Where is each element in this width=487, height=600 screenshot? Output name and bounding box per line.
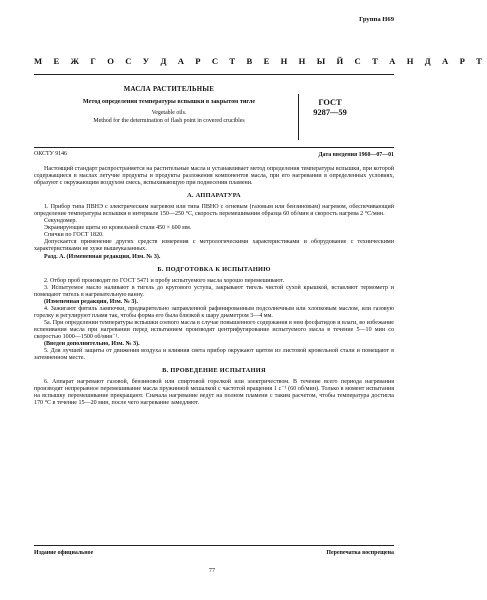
section-b-p1: 2. Отбор проб производят по ГОСТ 5471 и пробу испытуемого масла хорошо перемешивают. — [44, 277, 285, 284]
okstu-rule — [34, 147, 394, 148]
section-a-p1: 1. Прибор типа ПВНЭ с электрическим нагревом или типа ПВНО с огневым (газовым или бензиновым) нагревом, обеспечивающий определение температуры вспышки в интервале 150—250 °С, скорость перемешивания образца 60 об/мин и скорость нагрева 2 °С/мин. — [34, 204, 394, 218]
gost-number: 9287—59 — [313, 108, 347, 117]
section-a-p3: Экранирующие щиты из кровельной стали 450 × 600 мм. — [44, 225, 192, 232]
interstate-standard-banner: М Е Ж Г О С У Д А Р С Т В Е Н Н Ы Й С Т А Н Д А Р Т — [34, 56, 487, 66]
section-c-p1: 6. Аппарат нагревают газовой, бензиновой или спиртовой горелкой или электричеством. В течение всего периода нагревания производят непрерывное перемешивание масла пружинной мешалкой с частотой вращения 1 с⁻¹ (60 об/мин). Только в момент испытания на вспышку перемешивание прекращают. Сначала нагревание ведут на полном пламени с таким расчетом, чтобы температура достигла 170 °С в течение 15—20 мин, после чего нагревание замедляют. — [34, 379, 394, 407]
section-a-p5: Допускается применение других средств измерения с метрологическими характеристиками и оборудование с техническими характеристиками не хуже вышеуказанных. — [34, 239, 394, 253]
section-b-p7: 5. Для лучшей защиты от движения воздуха и влияния света прибор окружают щитом из листовой кровельной стали и помещают в затемненном месте. — [34, 348, 394, 362]
official-edition-label: Издание официальное — [34, 550, 94, 556]
intro-paragraph: Настоящий стандарт распространяется на растительные масла и устанавливает метод определения температуры вспышки, при которой содержащиеся в маслах летучие продукты и продукты разложения компонентов масла, при его нагревании в определенных условиях, образуют с окружающим воздухом смесь, вспыхивающую при поднесении пламени. — [34, 166, 394, 187]
okstu-code: ОКСТУ 9146 — [34, 151, 67, 157]
section-c-heading: В. ПРОВЕДЕНИЕ ИСПЫТАНИЯ — [162, 367, 266, 375]
section-a-p4: Спички по ГОСТ 1820. — [44, 232, 104, 239]
document-title: МАСЛА РАСТИТЕЛЬНЫЕ — [123, 86, 215, 93]
section-b-amendment-2: (Введен дополнительно, Изм. № 3). — [44, 341, 140, 348]
section-b-amendment-1: (Измененная редакция, Изм. № 3). — [44, 298, 138, 305]
gost-label: ГОСТ — [318, 98, 342, 107]
reprint-prohibited-label: Перепечатка воспрещена — [326, 550, 394, 556]
section-a-p2: Секундомер. — [44, 218, 77, 225]
footer-rule — [34, 545, 394, 546]
intro-date: Дата введения 1960—07—01 — [318, 152, 394, 158]
section-a-heading: А. АППАРАТУРА — [187, 192, 241, 200]
section-b-p4: 4. Зажигают фитиль лампочки, предварительно заправленной рафинированным подсолнечным или хлопковым маслом, или газовую горелку и регулируют пламя так, чтобы форма его была близкой к шару диаметром 3—4 мм. — [34, 305, 394, 319]
section-b-heading: Б. ПОДГОТОВКА К ИСПЫТАНИЮ — [157, 265, 271, 273]
document-subtitle: Метод определения температуры вспышки в закрытом тигле — [82, 98, 256, 105]
gost-designation — [300, 98, 360, 118]
section-b-p2: 3. Испытуемое масло наливают в тигель до кругового уступа, закрывают тигель чистой сухой крышкой, вставляют термометр и помещают тигель в нагревательную ванну. — [34, 284, 394, 298]
document-body — [34, 166, 394, 407]
section-a-amendment: Разд. А. (Измененная редакция, Изм. № 3). — [44, 253, 161, 260]
page-number: 77 — [208, 567, 216, 574]
title-block — [44, 86, 294, 125]
english-title-line-1: Vegetable oils. — [151, 110, 187, 116]
group-code: Группа Н69 — [359, 16, 394, 23]
section-b-p5: 5а. При определении температуры вспышки соевого масла в случае повышенного содержания в нем фосфатидов и влаги, во избежание вспенивания масла при нагревании перед испытанием производят центрифугирование испытуемого масла в течение 5—10 мин со скоростью 1000—1500 об/мин⁻¹. — [34, 319, 394, 340]
header-rule — [34, 74, 394, 75]
english-title-line-2: Method for the determination of flash point in covered crucibles — [93, 118, 245, 124]
title-divider — [298, 94, 299, 140]
